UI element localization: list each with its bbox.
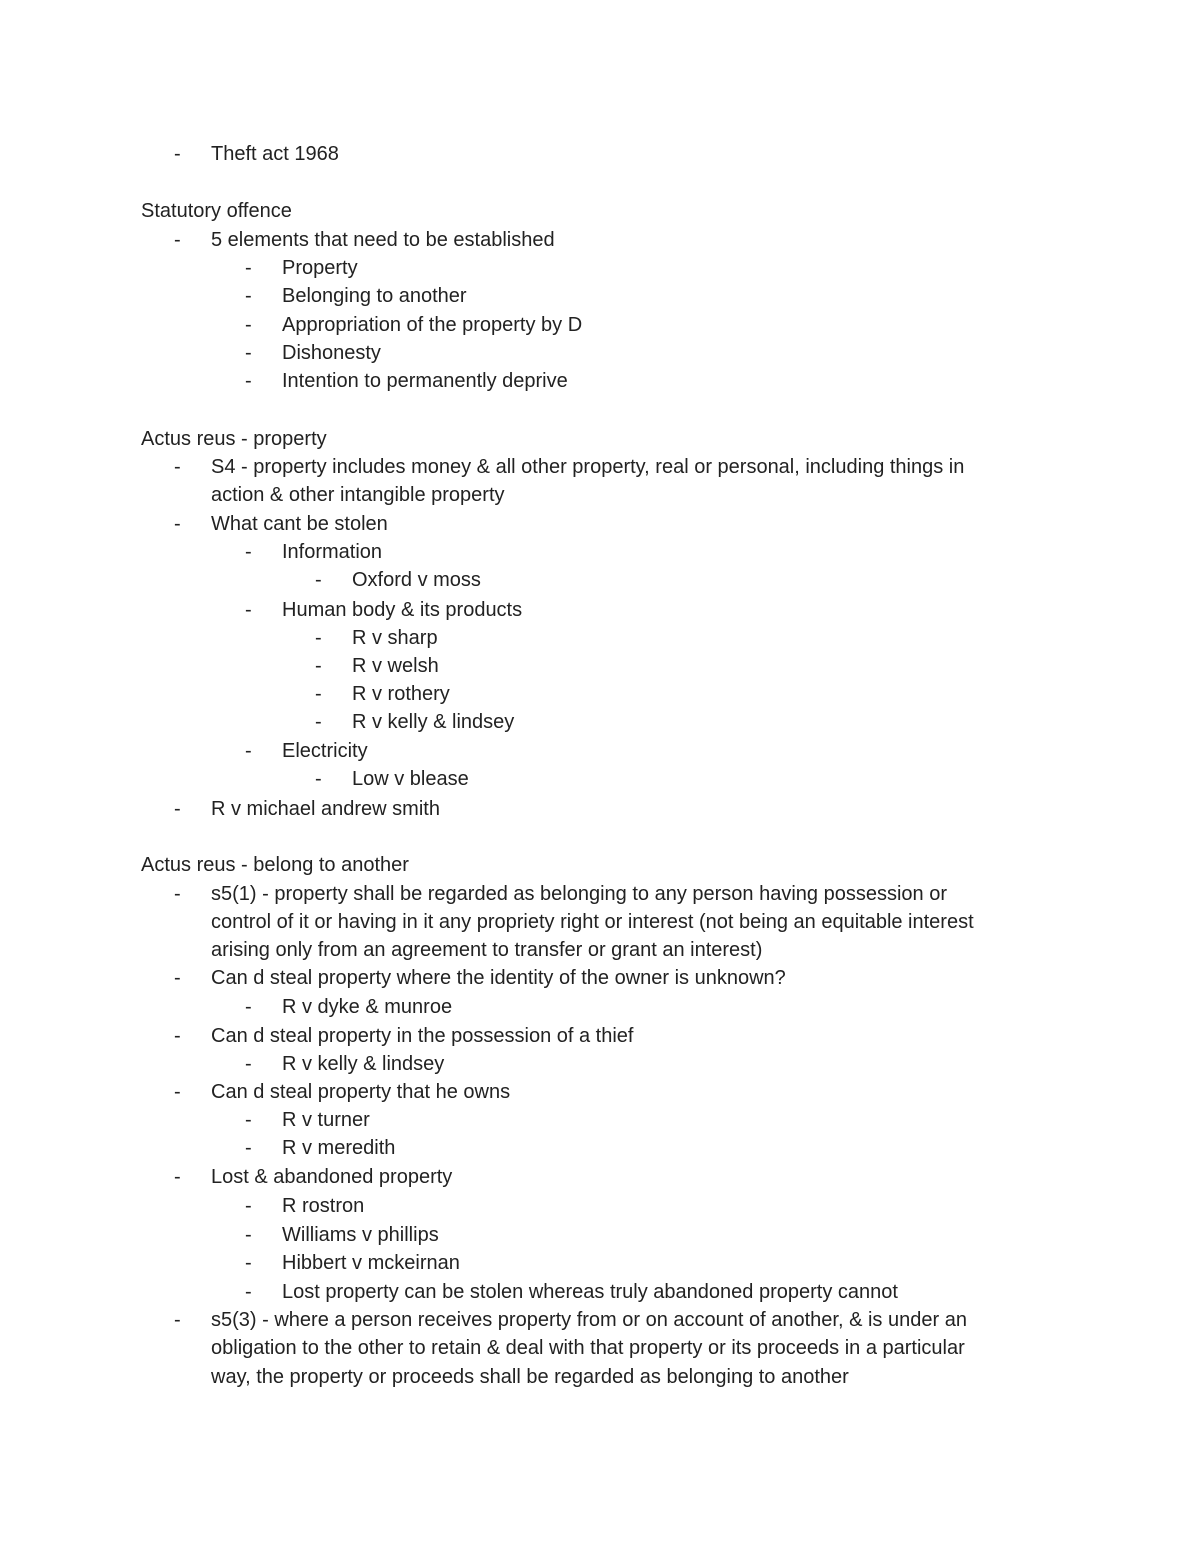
heading-text: Statutory offence	[141, 200, 292, 222]
dash-bullet-icon: -	[245, 257, 252, 279]
dash-bullet-icon: -	[174, 798, 181, 820]
dash-bullet-icon: -	[174, 456, 181, 478]
dash-bullet-icon: -	[174, 1309, 181, 1331]
dash-bullet-icon: -	[245, 1109, 252, 1131]
dash-bullet-icon: -	[315, 569, 322, 591]
item-text: Dishonesty	[282, 342, 381, 364]
item-text: Appropriation of the property by D	[282, 314, 583, 336]
item-text: arising only from an agreement to transfer or grant an interest)	[211, 939, 763, 961]
heading-text: Actus reus - property	[141, 428, 327, 450]
item-text: Theft act 1968	[211, 143, 339, 165]
item-text: action & other intangible property	[211, 484, 505, 506]
dash-bullet-icon: -	[245, 1224, 252, 1246]
item-text: Human body & its products	[282, 599, 523, 621]
item-text: obligation to the other to retain & deal with that property or its proceeds in a particular	[211, 1337, 965, 1359]
dash-bullet-icon: -	[174, 143, 181, 165]
dash-bullet-icon: -	[245, 285, 252, 307]
item-text: R v meredith	[282, 1137, 396, 1159]
item-text: Intention to permanently deprive	[282, 370, 568, 392]
dash-bullet-icon: -	[174, 1025, 181, 1047]
item-text: R rostron	[282, 1195, 365, 1217]
item-text: R v kelly & lindsey	[352, 711, 515, 733]
item-text: s5(3) - where a person receives property from or on account of another, & is under an	[211, 1309, 967, 1331]
dash-bullet-icon: -	[245, 996, 252, 1018]
dash-bullet-icon: -	[245, 740, 252, 762]
dash-bullet-icon: -	[245, 541, 252, 563]
dash-bullet-icon: -	[315, 655, 322, 677]
item-text: Oxford v moss	[352, 569, 481, 591]
dash-bullet-icon: -	[315, 768, 322, 790]
dash-bullet-icon: -	[245, 342, 252, 364]
item-text: Can d steal property where the identity of the owner is unknown?	[211, 967, 786, 989]
item-text: s5(1) - property shall be regarded as belonging to any person having possession or	[211, 883, 947, 905]
item-text: control of it or having in it any propriety right or interest (not being an equitable interest	[211, 911, 974, 933]
dash-bullet-icon: -	[245, 1195, 252, 1217]
item-text: Information	[282, 541, 383, 563]
dash-bullet-icon: -	[245, 1252, 252, 1274]
dash-bullet-icon: -	[245, 314, 252, 336]
item-text: 5 elements that need to be established	[211, 229, 555, 251]
item-text: What cant be stolen	[211, 513, 388, 535]
item-text: Low v blease	[352, 768, 469, 790]
item-text: R v turner	[282, 1109, 370, 1131]
dash-bullet-icon: -	[174, 967, 181, 989]
item-text: Belonging to another	[282, 285, 467, 307]
dash-bullet-icon: -	[245, 599, 252, 621]
dash-bullet-icon: -	[245, 1137, 252, 1159]
item-text: Williams v phillips	[282, 1224, 439, 1246]
dash-bullet-icon: -	[174, 513, 181, 535]
dash-bullet-icon: -	[315, 711, 322, 733]
item-text: R v dyke & munroe	[282, 996, 453, 1018]
item-text: Electricity	[282, 740, 368, 762]
item-text: R v welsh	[352, 655, 439, 677]
item-text: R v michael andrew smith	[211, 798, 440, 820]
dash-bullet-icon: -	[245, 370, 252, 392]
item-text: S4 - property includes money & all other property, real or personal, including things in	[211, 456, 965, 478]
dash-bullet-icon: -	[174, 883, 181, 905]
heading-text: Actus reus - belong to another	[141, 854, 409, 876]
dash-bullet-icon: -	[315, 683, 322, 705]
dash-bullet-icon: -	[174, 229, 181, 251]
item-text: Can d steal property in the possession of a thief	[211, 1025, 634, 1047]
dash-bullet-icon: -	[315, 627, 322, 649]
item-text: R v rothery	[352, 683, 450, 705]
dash-bullet-icon: -	[174, 1081, 181, 1103]
item-text: Can d steal property that he owns	[211, 1081, 511, 1103]
dash-bullet-icon: -	[174, 1166, 181, 1188]
item-text: Property	[282, 257, 358, 279]
item-text: R v kelly & lindsey	[282, 1053, 445, 1075]
item-text: Lost & abandoned property	[211, 1166, 453, 1188]
dash-bullet-icon: -	[245, 1053, 252, 1075]
item-text: Lost property can be stolen whereas truly abandoned property cannot	[282, 1281, 898, 1303]
item-text: R v sharp	[352, 627, 438, 649]
item-text: Hibbert v mckeirnan	[282, 1252, 460, 1274]
item-text: way, the property or proceeds shall be regarded as belonging to another	[211, 1366, 849, 1388]
dash-bullet-icon: -	[245, 1281, 252, 1303]
